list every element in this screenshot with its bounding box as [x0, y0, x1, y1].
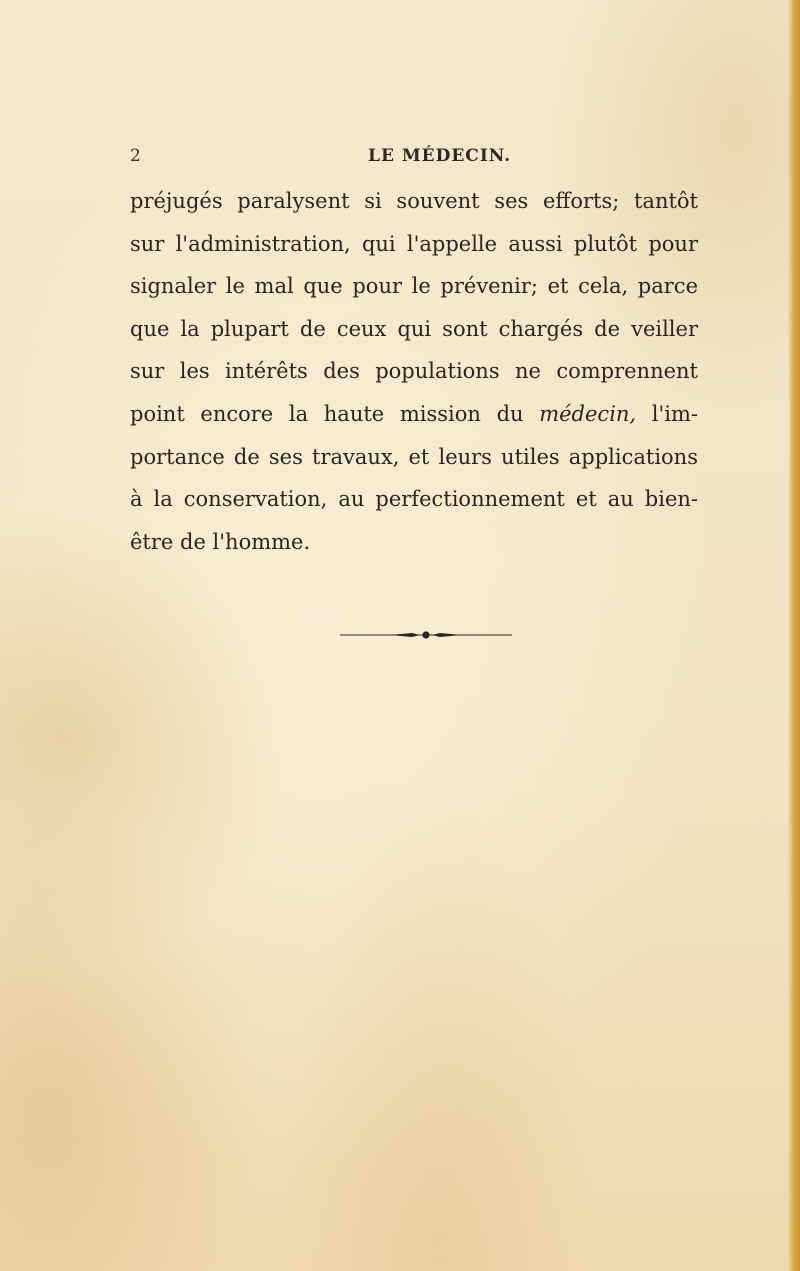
text-line — [130, 393, 698, 436]
text-line: portance de ses travaux, et leurs utiles applications — [130, 444, 698, 469]
text-line: sur l'administration, qui l'appelle aussi plutôt pour — [130, 231, 698, 256]
text-line: signaler le mal que pour le prévenir; et cela, parce — [130, 274, 698, 299]
tailpiece-rule-ornament-icon — [340, 628, 512, 642]
text-segment: l'im- — [651, 401, 698, 426]
running-head-title: LE MÉDECIN. — [368, 146, 512, 166]
text-line: sur les intérêts des populations ne comprennent — [130, 359, 698, 384]
text-line: que la plupart de ceux qui sont chargés de veiller — [130, 316, 698, 341]
text-line: être de l'homme. — [130, 529, 311, 554]
page-number: 2 — [130, 146, 141, 166]
text-segment: point encore la haute mission du — [130, 401, 524, 426]
page-edge-binding — [788, 0, 800, 1271]
body-paragraph — [130, 180, 698, 563]
text-line: à la conservation, au perfectionnement et au bien- — [130, 487, 698, 512]
running-header — [130, 146, 690, 172]
text-line: préjugés paralysent si souvent ses efforts; tantôt — [130, 189, 698, 213]
italic-word: médecin, — [539, 401, 637, 426]
